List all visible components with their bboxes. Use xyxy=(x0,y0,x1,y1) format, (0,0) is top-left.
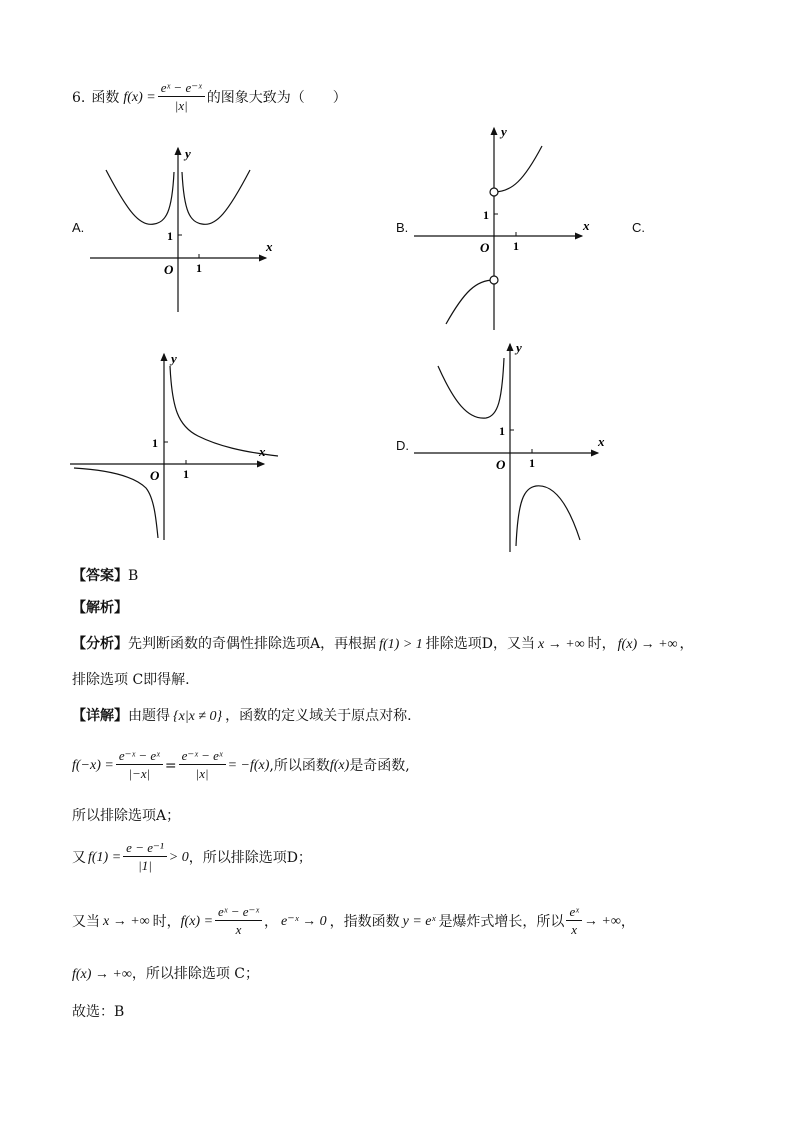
graph-c-x-label: x xyxy=(259,444,266,459)
eq3-lim1: e⁻ˣ → 0 xyxy=(281,913,327,929)
eq3-frac2 xyxy=(566,904,581,939)
eq2-frac xyxy=(123,840,167,875)
graph-c-right-curve xyxy=(170,366,278,456)
graph-b-origin: O xyxy=(480,240,490,255)
graph-c-x-tick: 1 xyxy=(183,467,189,481)
graph-d-origin: O xyxy=(496,457,506,472)
question-lead: 函数 xyxy=(91,89,120,106)
graph-a-x-tick: 1 xyxy=(196,261,202,275)
graph-b-right-curve xyxy=(494,146,542,192)
eq3-fn: y = eˣ xyxy=(402,913,436,929)
graph-b-y-tick: 1 xyxy=(483,208,489,222)
answer-line xyxy=(72,566,138,586)
eq1-eq: = xyxy=(164,757,177,774)
graph-a-left-curve xyxy=(106,170,174,224)
graph-c xyxy=(68,348,283,543)
graph-a-origin: O xyxy=(164,262,174,277)
eq3-t3: ，指数函数 xyxy=(329,913,400,930)
eq3-lead: 又当 xyxy=(72,913,100,930)
graph-b-open-point-bottom xyxy=(490,276,498,284)
fenxi-expr2: x → +∞ xyxy=(538,637,585,652)
graph-a-y-tick: 1 xyxy=(167,229,173,243)
eq3-fden: x xyxy=(571,922,578,937)
eq2-den: |1| xyxy=(138,858,152,873)
final-answer: 故选：B xyxy=(72,1004,125,1020)
eq2-line xyxy=(72,840,312,875)
analysis-tag: 【解析】 xyxy=(72,600,128,616)
fx-limit-line xyxy=(72,964,259,985)
xiangjie-tag: 【详解】 xyxy=(72,708,128,724)
option-c-label: C. xyxy=(632,220,645,235)
fenxi-line1 xyxy=(72,634,694,655)
eq3-cond: x → +∞ xyxy=(103,913,150,929)
eq3-fnum: eˣ xyxy=(566,904,581,921)
graph-c-left-curve xyxy=(74,468,158,538)
answer-value: B xyxy=(128,568,139,584)
option-b-label: B. xyxy=(396,220,409,235)
question-fx: f(x) = xyxy=(123,89,156,105)
eq1-frac1 xyxy=(116,748,163,783)
fenxi-line2: 排除选项 C即得解. xyxy=(72,672,190,688)
graph-d-x-tick: 1 xyxy=(529,456,535,470)
question-fraction xyxy=(158,80,205,115)
question-number: 6. xyxy=(72,89,86,106)
eq3-lim2: → +∞ xyxy=(583,913,621,929)
eq2-rhs: > 0 xyxy=(168,849,189,865)
eq1-text: ,所以函数 xyxy=(269,757,330,774)
eq3-line xyxy=(72,904,635,939)
graph-d-y-tick: 1 xyxy=(499,424,505,438)
fenxi-text4: ， xyxy=(679,636,694,652)
question-numerator: eˣ − e⁻ˣ xyxy=(158,80,205,97)
graph-b-left-curve xyxy=(446,280,494,324)
eq2-text: ，所以排除选项D； xyxy=(188,849,312,866)
graph-d xyxy=(412,340,612,555)
exclude-a-line: 所以排除选项A； xyxy=(72,808,181,824)
answer-tag: 【答案】 xyxy=(72,568,128,584)
graph-c-origin: O xyxy=(150,468,160,483)
eq2-num: e − e⁻¹ xyxy=(123,840,167,857)
fenxi-text3: 时， xyxy=(587,636,616,652)
eq3-lhs: f(x) = xyxy=(180,913,214,929)
eq1-line xyxy=(72,748,410,783)
graph-c-y-tick: 1 xyxy=(152,436,158,450)
xiangjie-text1: 由题得 xyxy=(128,708,170,724)
eq1-rhs: = −f(x) xyxy=(227,757,270,773)
graph-b-open-point-top xyxy=(490,188,498,196)
graph-b-x-tick: 1 xyxy=(513,239,519,253)
graph-a xyxy=(88,142,288,317)
eq1-lhs: f(−x) = xyxy=(72,757,114,773)
graph-b xyxy=(412,122,602,332)
xiangjie-text2: ，函数的定义域关于原点对称. xyxy=(225,708,412,724)
graph-a-right-curve xyxy=(182,170,250,224)
graph-d-y-label: y xyxy=(516,340,522,355)
graph-a-y-label: y xyxy=(185,146,191,161)
eq2-lhs: f(1) = xyxy=(88,849,122,865)
xiangjie-line xyxy=(72,706,412,727)
question-denominator: |x| xyxy=(174,98,188,113)
eq3-t5: ， xyxy=(620,913,635,930)
eq1-d1: |−x| xyxy=(128,766,151,781)
option-a-label: A. xyxy=(72,220,85,235)
fenxi-text2: 排除选项D，又当 xyxy=(425,636,536,652)
eq1-frac2 xyxy=(179,748,226,783)
option-d-label: D. xyxy=(396,438,409,453)
eq3-frac1 xyxy=(215,904,262,939)
eq3-t2: ， xyxy=(264,913,279,930)
eq3-t1: 时， xyxy=(152,913,181,930)
graph-d-x-label: x xyxy=(598,434,605,449)
fx-limit-expr: f(x) → +∞ xyxy=(72,967,132,982)
eq1-text2: 是奇函数, xyxy=(349,757,410,774)
fx-limit-text: ，所以排除选项 C； xyxy=(131,966,260,982)
xiangjie-domain: {x|x ≠ 0} xyxy=(173,709,223,724)
fenxi-expr3: f(x) → +∞ xyxy=(617,637,678,652)
fenxi-expr1: f(1) > 1 xyxy=(379,637,423,652)
fenxi-text1: 先判断函数的奇偶性排除选项A，再根据 xyxy=(128,636,377,652)
eq3-num: eˣ − e⁻ˣ xyxy=(215,904,262,921)
eq1-n1: e⁻ˣ − eˣ xyxy=(116,748,163,765)
eq3-den: x xyxy=(235,922,242,937)
eq1-n2: e⁻ˣ − eˣ xyxy=(179,748,226,765)
eq3-t4: 是爆炸式增长，所以 xyxy=(438,913,565,930)
eq1-fx: f(x) xyxy=(329,757,350,773)
graph-d-right-curve xyxy=(516,486,580,546)
eq1-d2: |x| xyxy=(195,766,209,781)
question-stem xyxy=(72,80,347,115)
graph-b-y-label: y xyxy=(501,124,507,139)
graph-c-y-label: y xyxy=(171,351,177,366)
graph-a-x-label: x xyxy=(266,239,273,254)
eq2-lead: 又 xyxy=(72,849,86,866)
fenxi-tag: 【分析】 xyxy=(72,636,128,652)
graph-b-x-label: x xyxy=(583,218,590,233)
graph-d-left-curve xyxy=(438,358,504,418)
question-tail: 的图象大致为（ ） xyxy=(206,89,347,106)
